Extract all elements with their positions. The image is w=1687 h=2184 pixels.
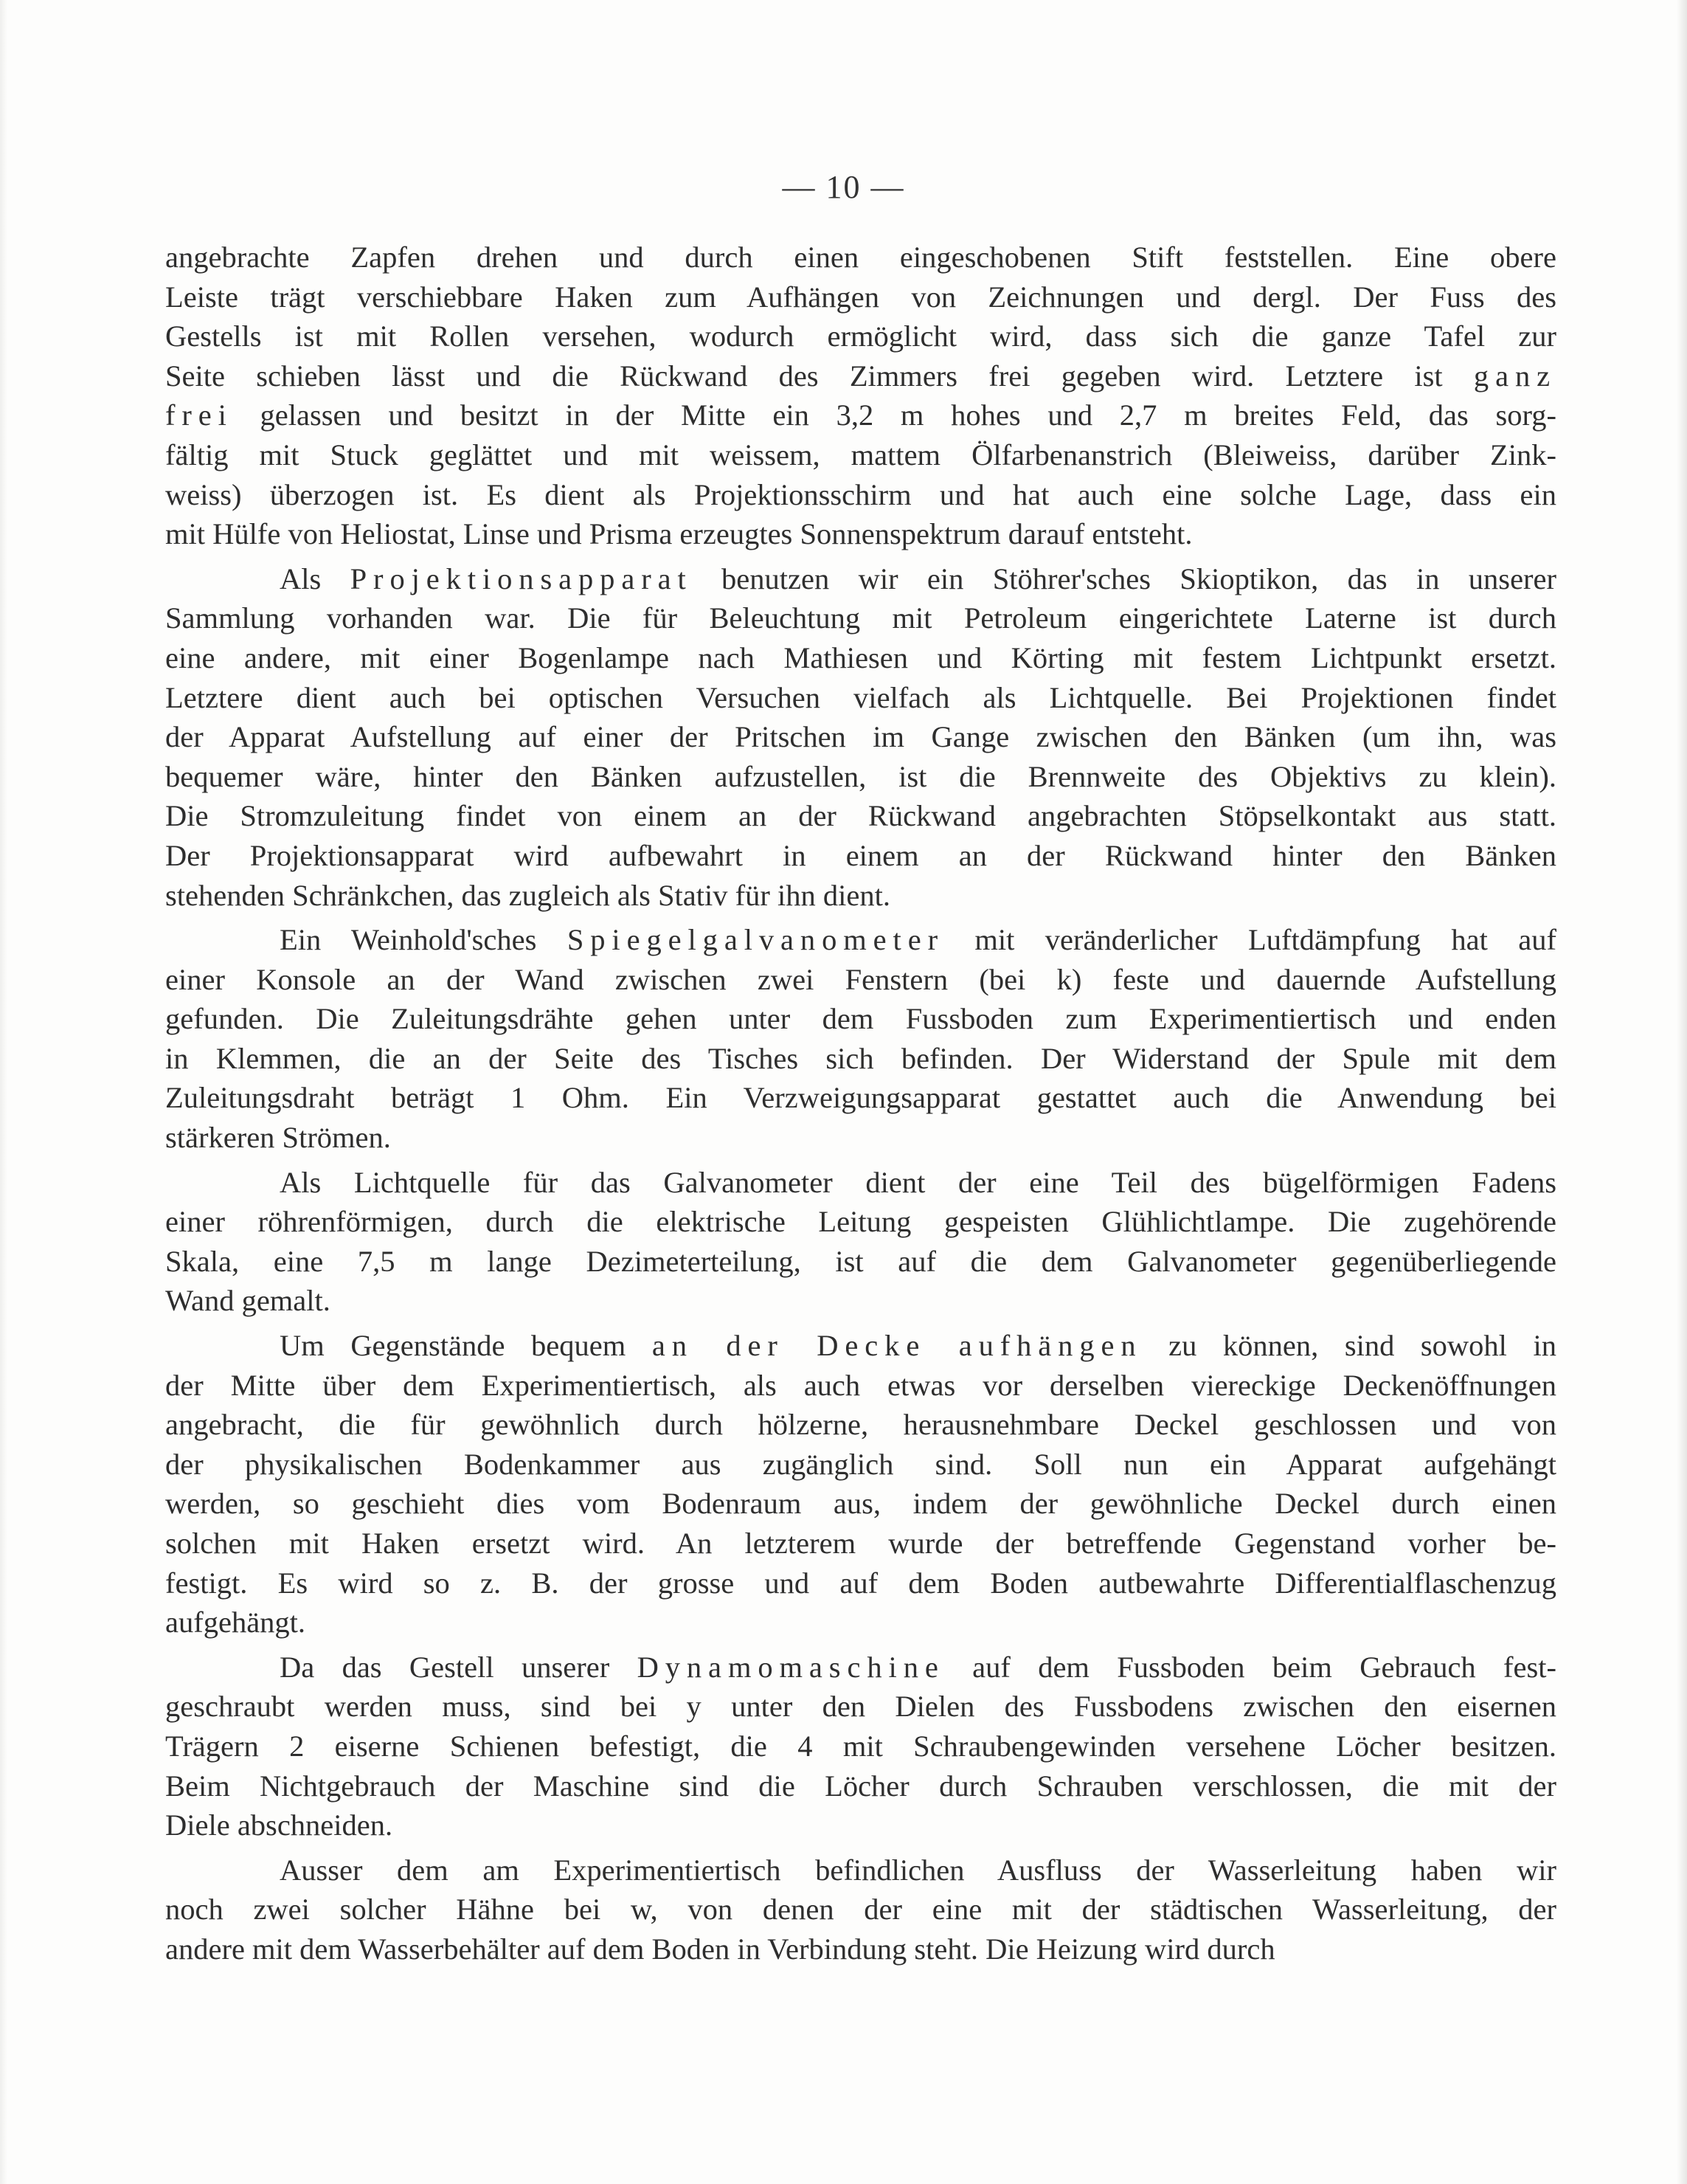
text-line: [165, 277, 1556, 317]
text-line: [165, 1648, 1556, 1687]
emphasized-term: an der Decke aufhängen: [651, 1329, 1143, 1363]
text-segment: Als: [280, 561, 350, 595]
paragraph: [165, 1326, 1556, 1642]
text-segment: stärkeren Strömen.: [165, 1121, 391, 1155]
text-line: [165, 960, 1556, 1000]
text-line: [165, 796, 1556, 836]
text-segment: Sammlung vorhanden war. Die für Beleuchtung mit Petroleum eingerichtete Laterne ist durch: [165, 601, 1556, 635]
text-line: [165, 999, 1556, 1039]
text-segment: mit veränderlicher Luftdämpfung hat auf: [943, 923, 1556, 957]
text-line: [165, 395, 1556, 435]
text-line: [165, 757, 1556, 797]
text-segment: angebracht, die für gewöhnlich durch hölzerne, herausnehmbare Deckel geschlossen und von: [165, 1408, 1556, 1442]
text-line: [165, 1603, 1556, 1642]
text-line: [165, 1563, 1556, 1603]
text-segment: der Mitte über dem Experimentiertisch, als auch etwas vor derselben viereckige Deckenöffnungen: [165, 1368, 1556, 1402]
emphasized-term: ganz: [1473, 359, 1556, 393]
text-segment: mit Hülfe von Heliostat, Linse und Prisma erzeugtes Sonnenspektrum darauf entsteht.: [165, 517, 1193, 551]
text-line: [165, 1326, 1556, 1366]
text-line: [165, 1890, 1556, 1929]
text-line: [165, 920, 1556, 960]
text-segment: Wand gemalt.: [165, 1284, 330, 1318]
page-edge-right: [1677, 0, 1687, 2184]
text-segment: gelassen und besitzt in der Mitte ein 3,2 m hohes und 2,7 m breites Feld, das sorg-: [232, 398, 1556, 432]
text-line: [165, 717, 1556, 757]
text-line: [165, 1281, 1556, 1321]
text-line: [165, 1445, 1556, 1485]
text-segment: bequemer wäre, hinter den Bänken aufzustellen, ist die Brennweite des Objektivs zu klein).: [165, 759, 1556, 793]
text-line: [165, 1405, 1556, 1445]
page-number: — 10 —: [782, 169, 905, 205]
text-segment: solchen mit Haken ersetzt wird. An letzterem wurde der betreffende Gegenstand vorher be-: [165, 1527, 1556, 1560]
text-segment: andere mit dem Wasserbehälter auf dem Boden in Verbindung steht. Die Heizung wird durch: [165, 1932, 1275, 1966]
text-segment: fältig mit Stuck geglättet und mit weissem, mattem Ölfarbenanstrich (Bleiweiss, darüber Zink-: [165, 438, 1556, 471]
text-line: [165, 1687, 1556, 1727]
paragraph: [165, 1163, 1556, 1321]
text-line: [165, 1850, 1556, 1890]
text-segment: Leiste trägt verschiebbare Haken zum Aufhängen von Zeichnungen und dergl. Der Fuss des: [165, 280, 1556, 314]
text-line: [165, 435, 1556, 475]
text-segment: festigt. Es wird so z. B. der grosse und auf dem Boden autbewahrte Differentialflaschenzug: [165, 1566, 1556, 1600]
text-segment: Als Lichtquelle für das Galvanometer dient der eine Teil des bügelförmigen Fadens: [280, 1165, 1556, 1199]
text-line: [165, 1078, 1556, 1118]
text-line: [165, 1202, 1556, 1242]
text-line: [165, 1163, 1556, 1203]
text-segment: der physikalischen Bodenkammer aus zugänglich sind. Soll nun ein Apparat aufgehängt: [165, 1447, 1556, 1481]
text-line: [165, 1242, 1556, 1282]
text-segment: Diele abschneiden.: [165, 1808, 393, 1842]
text-segment: Beim Nichtgebrauch der Maschine sind die Löcher durch Schrauben verschlossen, die mit der: [165, 1769, 1556, 1803]
emphasized-term: frei: [165, 398, 233, 432]
text-line: [165, 238, 1556, 277]
text-segment: benutzen wir ein Stöhrer'sches Skioptikon, das in unserer: [692, 561, 1556, 595]
page-edge-left: [0, 0, 7, 2184]
text-segment: gefunden. Die Zuleitungsdrähte gehen unter dem Fussboden zum Experimentiertisch und enden: [165, 1002, 1556, 1036]
text-line: [165, 356, 1556, 396]
text-line: [165, 1929, 1556, 1969]
text-segment: Letztere dient auch bei optischen Versuchen vielfach als Lichtquelle. Bei Projektionen findet: [165, 680, 1556, 714]
text-segment: der Apparat Aufstellung auf einer der Pritschen im Gange zwischen den Bänken (um ihn, was: [165, 720, 1556, 754]
text-segment: Ausser dem am Experimentiertisch befindlichen Ausfluss der Wasserleitung haben wir: [280, 1853, 1556, 1887]
emphasized-term: Spiegelgalvanometer: [567, 923, 944, 957]
paragraph: [165, 1648, 1556, 1845]
text-line: [165, 475, 1556, 515]
text-line: [165, 1805, 1556, 1845]
text-segment: werden, so geschieht dies vom Bodenraum aus, indem der gewöhnliche Deckel durch einen: [165, 1487, 1556, 1521]
text-segment: weiss) überzogen ist. Es dient als Projektionsschirm und hat auch eine solche Lage, dass ein: [165, 477, 1556, 511]
text-line: [165, 678, 1556, 718]
text-segment: noch zwei solcher Hähne bei w, von denen der eine mit der städtischen Wasserleitung, der: [165, 1893, 1556, 1926]
text-line: [165, 598, 1556, 638]
text-line: [165, 1766, 1556, 1806]
text-segment: einer röhrenförmigen, durch die elektrische Leitung gespeisten Glühlichtlampe. Die zugehörende: [165, 1205, 1556, 1239]
text-line: [165, 1524, 1556, 1563]
text-line: [165, 514, 1556, 554]
text-line: [165, 1039, 1556, 1079]
text-segment: Die Stromzuleitung findet von einem an der Rückwand angebrachten Stöpselkontakt aus statt.: [165, 799, 1556, 833]
text-segment: Da das Gestell unserer: [280, 1650, 637, 1684]
text-line: [165, 1484, 1556, 1524]
text-segment: Um Gegenstände bequem: [280, 1329, 652, 1363]
text-segment: eine andere, mit einer Bogenlampe nach Mathiesen und Körting mit festem Lichtpunkt ersetzt.: [165, 640, 1556, 674]
text-line: [165, 876, 1556, 916]
text-segment: in Klemmen, die an der Seite des Tisches sich befinden. Der Widerstand der Spule mit dem: [165, 1041, 1556, 1075]
text-line: [165, 317, 1556, 356]
emphasized-term: Dynamomaschine: [637, 1650, 945, 1684]
text-segment: Der Projektionsapparat wird aufbewahrt in einem an der Rückwand hinter den Bänken: [165, 838, 1556, 872]
text-segment: aufgehängt.: [165, 1606, 306, 1639]
text-line: [165, 559, 1556, 599]
text-segment: Ein Weinhold'sches: [280, 923, 567, 957]
text-segment: Seite schieben lässt und die Rückwand des Zimmers frei gegeben wird. Letztere ist: [165, 359, 1474, 393]
paragraph: [165, 238, 1556, 554]
text-segment: auf dem Fussboden beim Gebrauch fest-: [944, 1650, 1556, 1684]
text-segment: Zuleitungsdraht beträgt 1 Ohm. Ein Verzweigungsapparat gestattet auch die Anwendung bei: [165, 1081, 1556, 1115]
text-line: [165, 1118, 1556, 1158]
body-text: [165, 238, 1556, 1974]
text-line: [165, 638, 1556, 678]
paragraph: [165, 559, 1556, 915]
text-segment: geschraubt werden muss, sind bei y unter den Dielen des Fussbodens zwischen den eisernen: [165, 1690, 1556, 1724]
text-line: [165, 1366, 1556, 1406]
text-segment: Skala, eine 7,5 m lange Dezimeterteilung, ist auf die dem Galvanometer gegenüberliegende: [165, 1244, 1556, 1278]
text-line: [165, 1727, 1556, 1766]
text-segment: einer Konsole an der Wand zwischen zwei Fenstern (bei k) feste und dauernde Aufstellung: [165, 962, 1556, 996]
emphasized-term: Projektionsapparat: [350, 561, 693, 595]
paragraph: [165, 920, 1556, 1158]
text-segment: angebrachte Zapfen drehen und durch einen eingeschobenen Stift feststellen. Eine obere: [165, 241, 1556, 274]
text-segment: stehenden Schränkchen, das zugleich als Stativ für ihn dient.: [165, 878, 890, 912]
text-segment: Gestells ist mit Rollen versehen, wodurch ermöglicht wird, dass sich die ganze Tafel zur: [165, 319, 1556, 353]
text-segment: Trägern 2 eiserne Schienen befestigt, die 4 mit Schraubengewinden versehene Löcher besitzen.: [165, 1729, 1556, 1763]
text-segment: zu können, sind sowohl in: [1142, 1329, 1556, 1363]
text-line: [165, 836, 1556, 876]
paragraph: [165, 1850, 1556, 1969]
